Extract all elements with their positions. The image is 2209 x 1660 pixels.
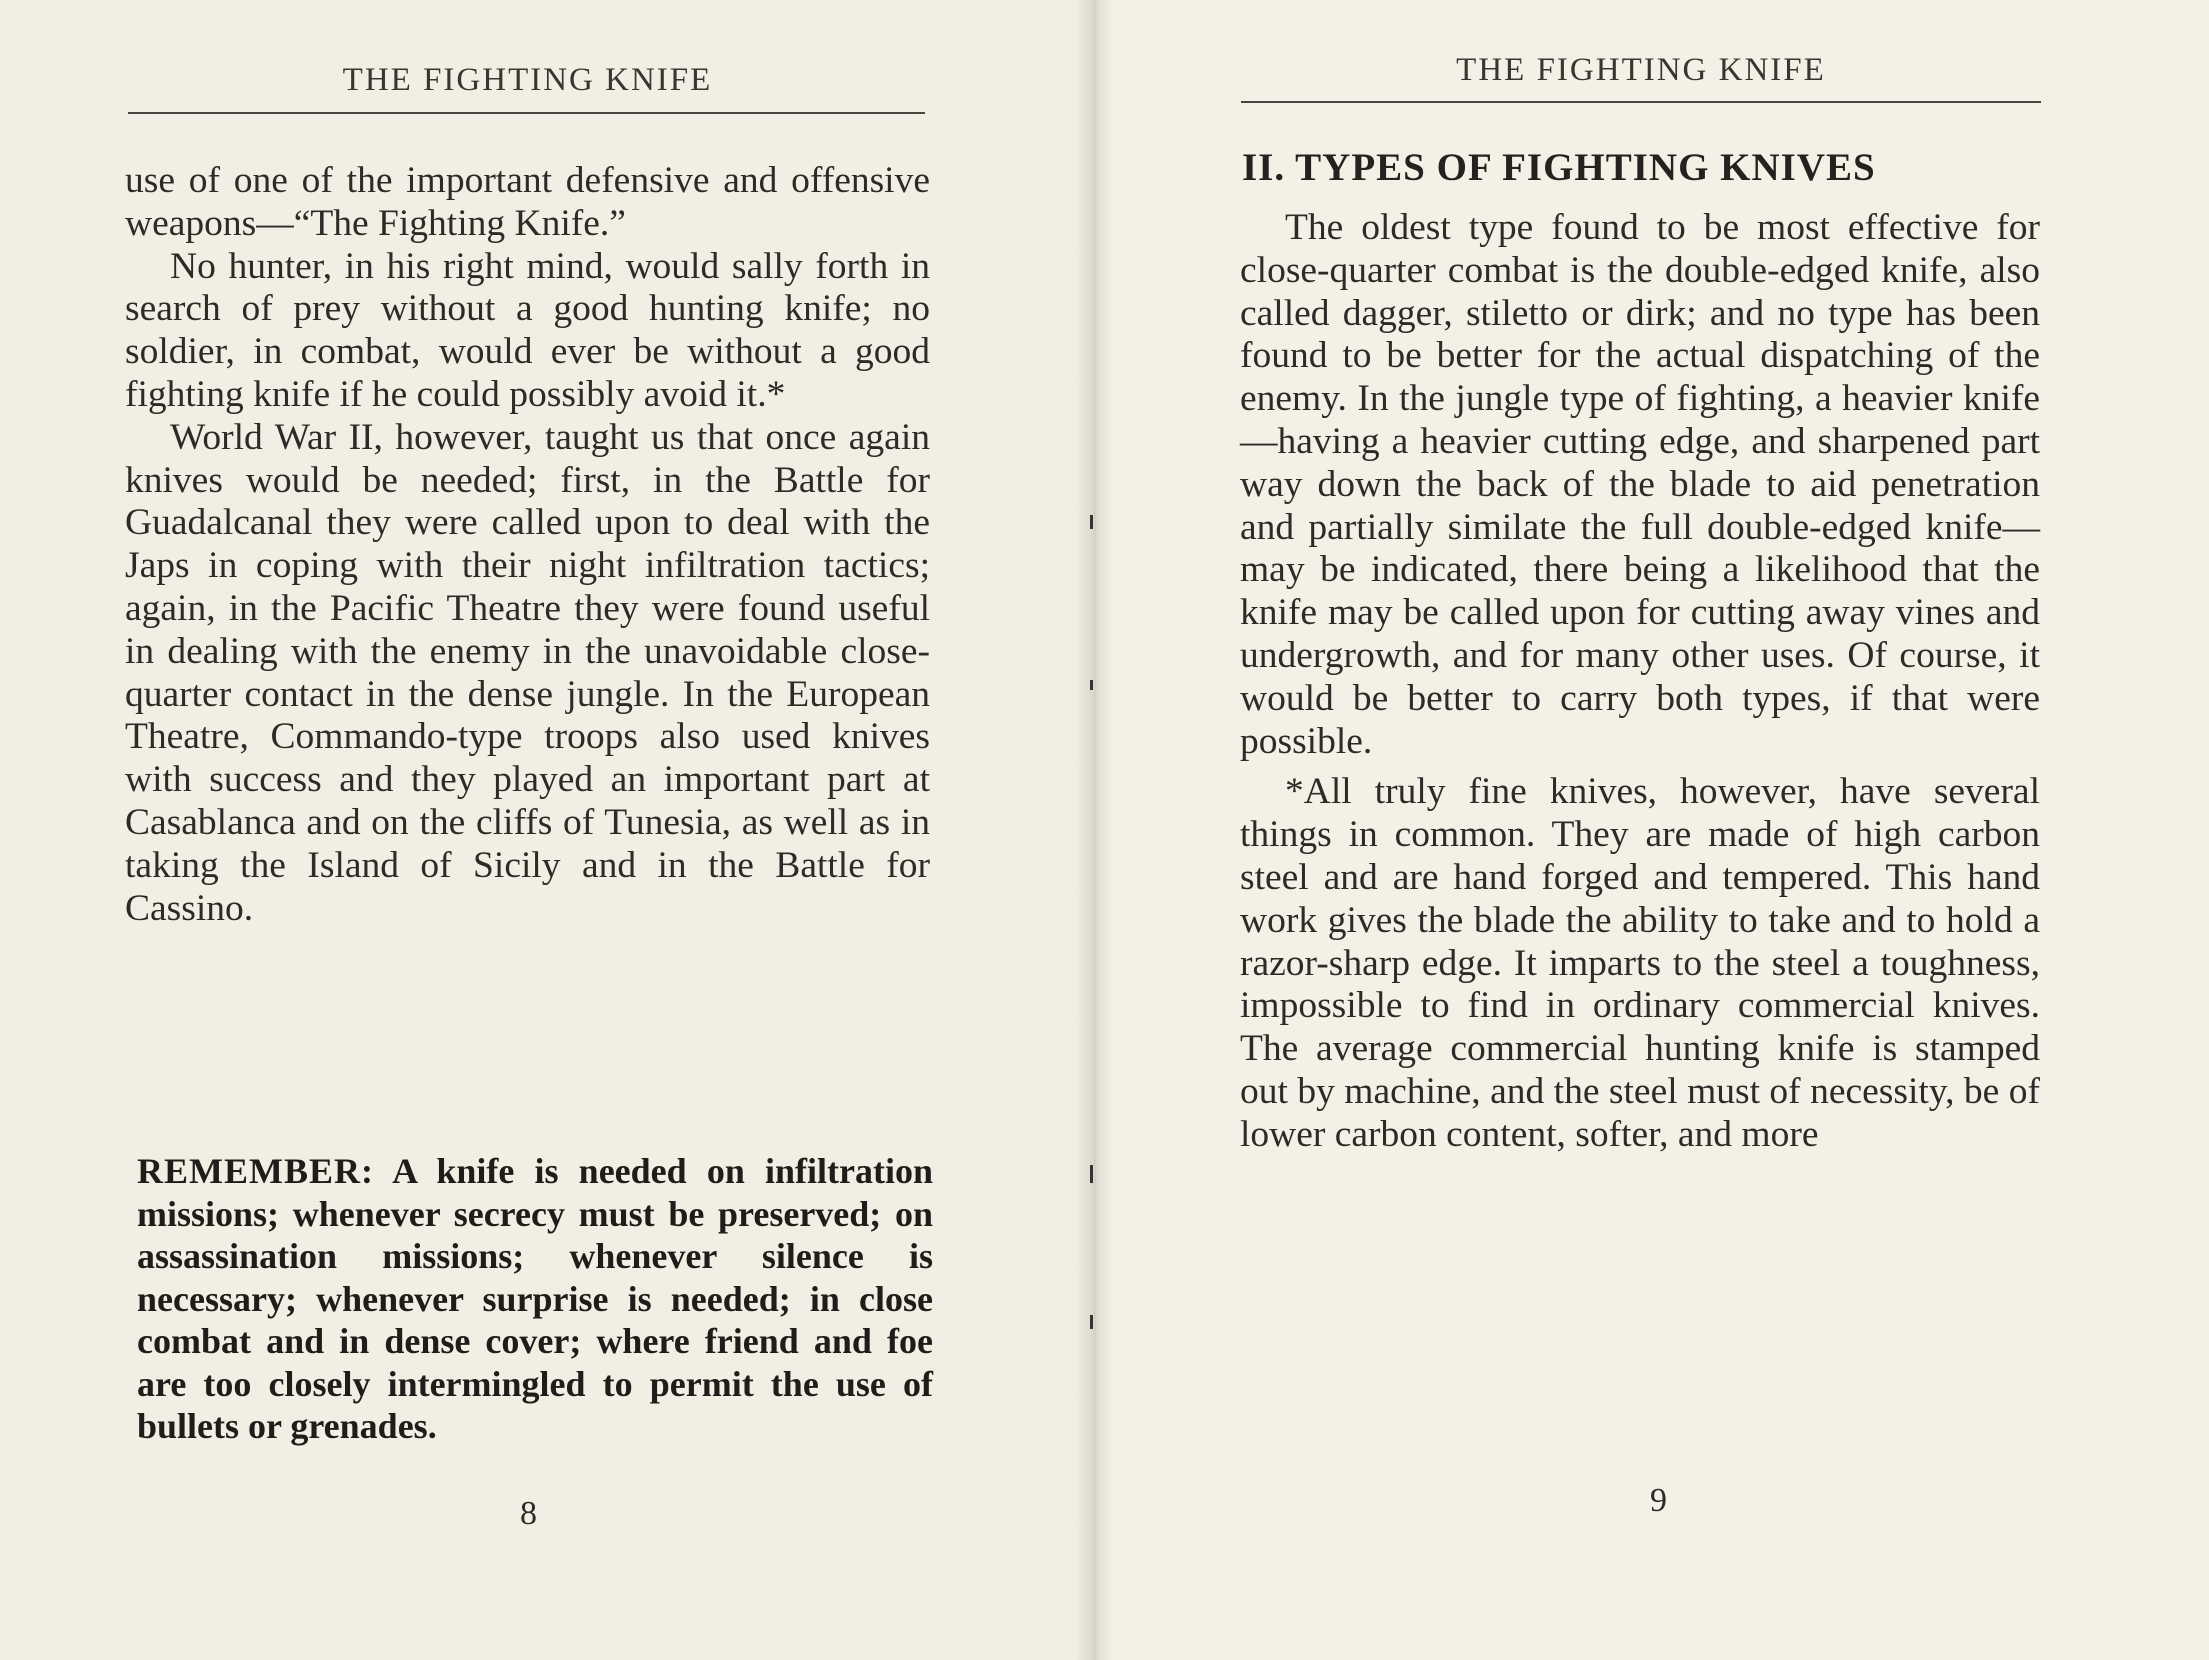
remember-note [137,1150,933,1448]
binding-mark [1090,515,1093,529]
running-header: THE FIGHTING KNIFE [342,62,713,98]
left-page [0,0,1095,1660]
header-rule [1241,101,2041,103]
book-gutter [1075,0,1115,1660]
remember-text: A knife is needed on infiltration missions; whenever secrecy must be preserved; on assassination missions; whenever silence is necessary; whenever surprise is needed; in close combat and in dense cover; where friend and foe are too closely intermingled to permit the use of bullets or grenades. [137,1151,933,1446]
paragraph: The oldest type found to be most effective for close-quarter combat is the double-edged knife, also called dagger, stiletto or dirk; and no type has been found to be better for the actual dispatching of the enemy. In the jungle type of fighting, a heavier knife—having a heavier cutting edge, and sharpened part way down the back of the blade to aid penetration and partially similate the full double-edged knife—may be indicated, there being a likelihood that the knife may be called upon for cutting away vines and undergrowth, and for many other uses. Of course, it would be better to carry both types, if that were possible. [1240,207,2040,762]
paragraph: use of one of the important defensive and offensive weapons—“The Fighting Knife.” [125,160,930,244]
header-rule [128,112,925,114]
paragraph: No hunter, in his right mind, would sally forth in search of prey without a good hunting knife; no soldier, in combat, would ever be without a good fighting knife if he could possibly avoid it.* [125,245,930,415]
page-number: 9 [1650,1482,1667,1519]
binding-mark [1090,1165,1093,1183]
page-number: 8 [520,1495,537,1532]
right-page [1095,0,2209,1660]
paragraph: World War II, however, taught us that once again knives would be needed; first, in the Battle for Guadalcanal they were called upon to deal with the Japs in coping with their night infiltration tactics; again, in the Pacific Theatre they were found useful in dealing with the enemy in the unavoidable close-quarter contact in the dense jungle. In the European Theatre, Commando-type troops also used knives with success and they played an important part at Casablanca and on the cliffs of Tunesia, as well as in taking the Island of Sicily and in the Battle for Cassino. [125,416,930,929]
binding-mark [1090,1315,1093,1329]
body-text [1240,207,2040,1157]
paragraph: *All truly fine knives, however, have several things in common. They are made of high carbon steel and are hand forged and tempered. This hand work gives the blade the ability to take and to hold a razor-sharp edge. It imparts to the steel a toughness, impossible to find in ordinary commercial knives. The average commercial hunting knife is stamped out by machine, and the steel must of necessity, be of lower carbon content, softer, and more [1240,771,2040,1155]
running-header: THE FIGHTING KNIFE [1456,52,1826,88]
binding-mark [1090,680,1093,690]
remember-label: REMEMBER: [137,1151,374,1191]
section-heading: II. TYPES OF FIGHTING KNIVES [1242,146,1876,189]
body-text [125,160,930,930]
